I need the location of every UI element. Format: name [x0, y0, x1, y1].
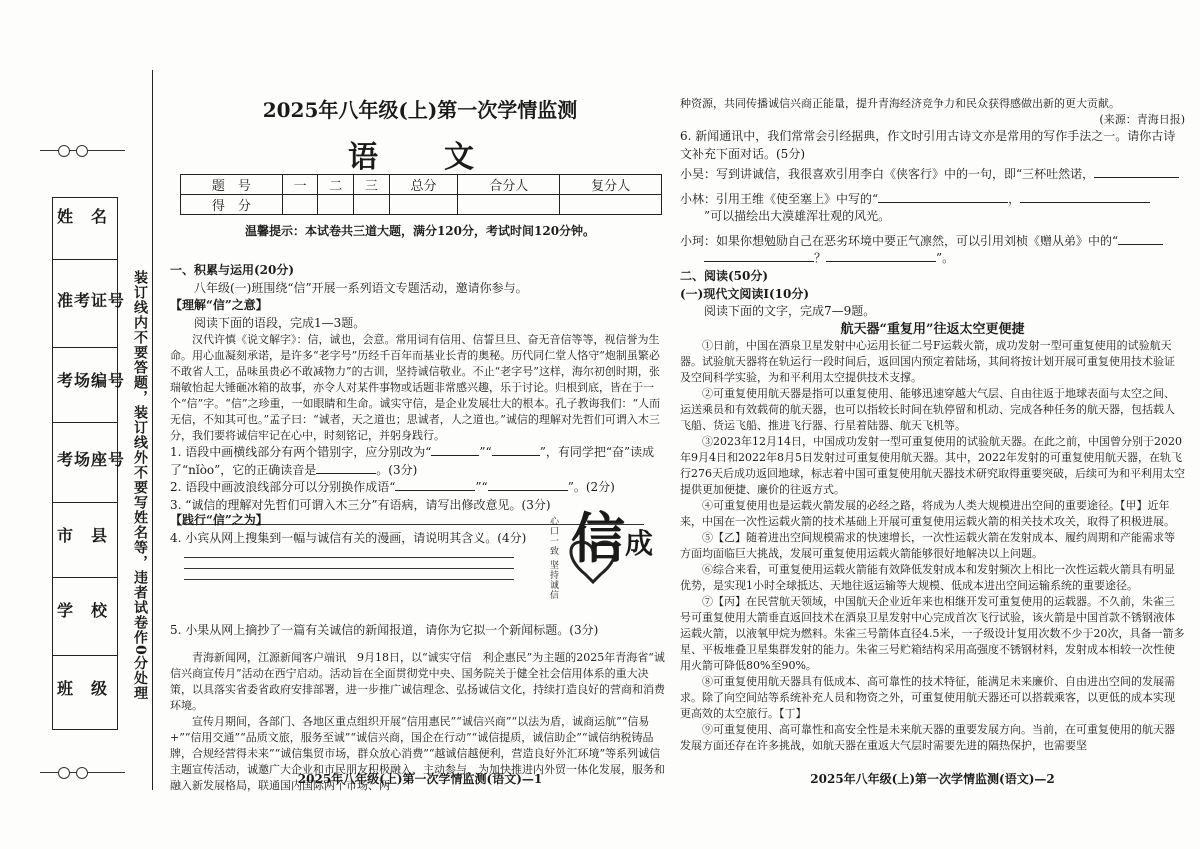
right-page [680, 0, 1185, 849]
article-paragraph: ①日前，中国在酒泉卫星发射中心运用长征二号F运载火箭，成功发射一型可重复使用的试验航天器。试验航天器将在轨运行一段时间后，返回国内预定着陆场，其间将按计划开展可重复使用技术验证及空间科学实验，为和平利用太空提供技术支撑。 [680, 339, 1175, 384]
score-head-cell: 三 [354, 175, 390, 195]
integrity-cartoon [545, 506, 660, 610]
question-5: 5. 小果从网上摘抄了一篇有关诚信的新闻报道，请你为它拟一个新闻标题。(3分) [170, 623, 599, 637]
score-input-cell[interactable] [318, 195, 354, 215]
part-heading: 【践行“信”之为】 [170, 513, 268, 527]
field-ticket-number: 准考证号 [57, 291, 126, 310]
score-input-cell[interactable] [389, 195, 458, 215]
article-paragraph: ③2023年12月14日，中国成功发射一型可重复使用的试验航天器。在此之前，中国曾分别于2020年9月4日和2022年8月5日发射过可重复使用航天器。其中，2022年发射的可重复使用航天器，在轨飞行276天后成功返回地球，标志着中国可重复使用航天器技术研究取得重要突破，后续可为和平利用太空提供更加便捷、廉价的往返方式。 [680, 435, 1185, 496]
field-seat-number: 考场座号 [57, 450, 126, 469]
binding-ring-bottom [40, 772, 125, 773]
question-6-block [680, 128, 1185, 268]
answer-blank[interactable] [826, 261, 936, 262]
score-head-cell: 二 [318, 175, 354, 195]
page-footer-left: 2025年八年级(上)第一次学情监测(语文)—1 [297, 772, 543, 786]
question-2: 2. 语段中画波浪线部分可以分别换作成语“ ”“ ”。(2分) [170, 480, 615, 494]
score-head-cell: 一 [282, 175, 318, 195]
answer-line[interactable] [184, 557, 514, 558]
news-tail: 种资源，共同传播诚信兴商正能量，提升青海经济竞争力和民众获得感做出新的更大贡献。 [680, 97, 1120, 110]
article-paragraph: ⑤【乙】随着进出空间规模需求的快速增长，一次性运载火箭在发射成本、履约周期和产能需求等方面均面临巨大挑战，发展可重复使用运载火箭能够很好地解决以上问题。 [680, 531, 1175, 560]
answer-blank[interactable] [1094, 177, 1179, 178]
section-one [170, 262, 670, 525]
dialogue-xiaolin-cont: ”可以描绘出大漠雄浑壮观的风光。 [704, 209, 891, 223]
news-paragraph-2: 宣传月期间，各部门、各地区重点组织开展“信用惠民”“诚信兴商”“以法为盾，诚商运航”“信易+”“信用交通”“品质文旅，服务至诚”“诚信兴商，国企在行动”“诚信提质，诚信助企”“诚信纳税铸品牌，合规经营得未来”“诚信集贸市场，群众放心消费”“越诚信越便利，营造良好外汇环境”等系列诚信主题宣传活动，诚邀广大企业和市民朋友积极融入、主动参与，为加快推进内外贸一体化发展，服务和融入新发展格局，联通国内国际两个市场、两 [170, 714, 665, 792]
question-1: 1. 语段中画横线部分有两个错别字，应分别改为“ ”“ ”，有同学把“奋”读成了“nǐòo”，它的正确读音是 。(3分) [170, 445, 655, 477]
answer-blank[interactable] [492, 455, 540, 456]
question-4: 4. 小宾从网上搜集到一幅与诚信有关的漫画，请说明其含义。(4分) [170, 530, 527, 545]
score-head-cell: 合分人 [458, 175, 560, 195]
answer-blank[interactable] [431, 455, 479, 456]
score-row-label: 得 分 [181, 195, 283, 215]
answer-blank[interactable] [1118, 244, 1163, 245]
article-paragraph: ⑦【丙】在民营航天领域，中国航天企业近年来也相继开发可重复使用的运载器。不久前，朱雀三号可重复使用大箭垂直返回技术在酒泉卫星发射中心完成首次飞行试验，该火箭是中国首款不锈钢液体运载火箭，以液氧甲烷为燃料。朱雀三号箭体直径4.5米，一子级设计复用次数不少于20次，具备一箭多星、平板堆叠卫星集群发射的能力。朱雀三号贮箱结构采用高强度不锈钢材料，发射成本相较一次性使用火箭可降低80%至90%。 [680, 595, 1185, 672]
news-source: (来源：青海日报) [1099, 113, 1185, 126]
article-paragraph: ②可重复使用航天器是指可以重复使用、能够迅速穿越大气层、自由往返于地球表面与太空之间、运送乘员和有效载荷的航天器，也可以指较长时间在轨停留和机动、完成各种任务的航天器，包括载人飞船、货运飞船、推进飞行器、行星着陆器、航天飞机等。 [680, 387, 1175, 432]
question-3: 3. “诚信的理解对先哲们可谓入木三分”有语病，请写出修改意见。(3分) [170, 497, 551, 512]
section-heading: 二、阅读(50分) [680, 269, 769, 283]
question-6: 6. 新闻通讯中，我们常常会引经据典，作文时引用古诗文亦是常用的写作手法之一。请你古诗文补充下面对话。(5分) [680, 129, 1176, 161]
part-heading: 【理解“信”之意】 [170, 298, 268, 312]
score-head-cell: 复分人 [560, 175, 662, 195]
article-paragraph: ⑧可重复使用航天器具有低成本、高可靠性的技术特征，能满足未来廉价、自由进出空间的发展需求。除了向空间站等系统补充人员和物资之外，可重复使用航天器还可以搭载乘客，以更低的成本实现更高效的太空旅行。【丁】 [680, 675, 1175, 720]
field-class: 班 级 [57, 679, 109, 698]
question-5-block [170, 622, 670, 794]
article-paragraph: ⑨可重复使用、高可靠性和高安全性是未来航天器的重要发展方向。当前，在可重复使用的航天器发展方面还存在许多挑战，如航天器在重返大气层时需要先进的隔热保护，也需要坚 [680, 723, 1175, 752]
reading-passage: 汉代许慎《说文解字》：信，诚也，会意。常用词有信用、信誓旦旦、奋无音信等等，视信誉为生命。用心血凝刻承诺，是许多“老字号”历经千百年而基业长青的奥秘。历代同仁堂人恪守“炮制虽繁必不敢省人工，品味虽贵必不敢减物力”的古训，坚持诚信敬业。不止“老字号”这样，海尔初创时期，张瑞敏怡起大锤砸冰箱的故事，亦令人对某件事物或话题非常感兴趣，乐于讨论。归根到底，皆在于一个“信”字。“信”之珍重，一如眼睛和生命。诚实守信，是企业发展壮大的根本。孔子教诲我们：“人而无信，不知其可也。”孟子曰：“诚者，天之道也；思诚者，人之道也。”诚信的理解对先哲们可谓入木三分，我们要将诚信牢记在心中，时刻铭记，并躬身践行。 [170, 333, 661, 442]
cartoon-character: 信 [571, 506, 625, 570]
answer-blank[interactable] [878, 202, 1008, 203]
answer-blank[interactable] [395, 490, 475, 491]
binding-cut-line [152, 70, 153, 790]
dialogue-xiaohao: 小昊：写到讲诚信，我很喜欢引用李白《侠客行》中的一句，即“三杯吐然诺， [680, 166, 1185, 184]
field-city-county: 市 县 [57, 526, 109, 545]
article-title: 航天器“重复用”往返太空更便捷 [840, 321, 1025, 337]
subject-title: 语 文 [348, 140, 492, 175]
dialogue-xiaoke: 小珂：如果你想勉励自己在恶劣环境中要正气凛然，可以引用刘桢《赠从弟》中的“ [680, 233, 1185, 251]
intro-text: 八年级(一)班围绕“信”开展一系列语文专题活动，邀请你参与。 [194, 280, 528, 295]
score-input-cell[interactable] [458, 195, 560, 215]
answer-blank[interactable] [316, 473, 376, 474]
answer-blank[interactable] [1020, 202, 1150, 203]
score-table-row [181, 195, 662, 215]
section-heading: 一、积累与运用(20分) [170, 263, 295, 277]
news-paragraph-1: 青海新闻网，江源新闻客户端讯 9月18日，以“诚实守信 利企惠民”为主题的2025年青海省“诚信兴商宣传月”活动在西宁启动。活动旨在全面贯彻党中央、国务院关于健全社会信用体系的重大决策，以具落实省委省政府安排部署，进一步推广诚信理念、弘扬诚信文化，持续打造良好的营商和消费环境。 [170, 650, 665, 712]
binding-strip [0, 0, 160, 849]
answer-line[interactable] [184, 579, 514, 580]
score-head-cell: 题 号 [181, 175, 283, 195]
reading-instruction: 阅读下面的文字，完成7—9题。 [704, 304, 876, 318]
subsection-heading: (一)现代文阅读Ⅰ(10分) [680, 286, 810, 301]
exam-tip: 温馨提示：本试卷共三道大题，满分120分，考试时间120分钟。 [244, 224, 596, 238]
field-room-number: 考场编号 [57, 371, 126, 390]
binding-ring-top [40, 150, 125, 151]
dialogue-xiaoke-cont: ？ ”。 [680, 250, 1185, 268]
score-head-cell: 总分 [389, 175, 458, 195]
answer-blank[interactable] [704, 261, 814, 262]
answer-blank[interactable] [488, 490, 568, 491]
news-continuation [680, 96, 1185, 128]
score-input-cell[interactable] [354, 195, 390, 215]
field-school: 学 校 [57, 601, 109, 620]
reading-section [680, 268, 1185, 754]
article-paragraph: ④可重复使用也是运载火箭发展的必经之路，将成为人类大规模进出空间的重要途径。【甲】近年来，中国在一次性运载火箭的技术基础上开展可重复使用运载火箭的相关技术攻关，取得了积极进展。 [680, 499, 1175, 528]
answer-line[interactable] [184, 568, 514, 569]
field-name: 姓 名 [57, 207, 109, 226]
score-table-header [181, 175, 662, 195]
article-paragraph: ⑥综合来看，可重复使用运载火箭能有效降低发射成本和发射频次上相比一次性运载火箭具有明显优势，是实现1小时全球抵达、天地往返运输等大规模、低成本进出空间运输系统的重要途径。 [680, 563, 1175, 592]
cartoon-side-character: 成 [625, 527, 654, 560]
dialogue-xiaolin: 小林：引用王维《使至塞上》中写的“ ， [680, 191, 1185, 209]
binding-line-notice: 装订线内不要答题，装订线外不要写姓名等，违者试卷作0分处理 [132, 270, 148, 701]
exam-title: 2025年八年级(上)第一次学情监测 [262, 98, 578, 122]
score-input-cell[interactable] [560, 195, 662, 215]
cartoon-caption: 心口一致 坚持诚信 [548, 516, 558, 600]
student-info-box [52, 197, 126, 730]
left-page [170, 0, 670, 849]
page-footer-right: 2025年八年级(上)第一次学情监测(语文)—2 [810, 772, 1055, 786]
score-input-cell[interactable] [282, 195, 318, 215]
score-table [180, 174, 662, 215]
part-instruction: 阅读下面的语段，完成1—3题。 [194, 315, 366, 330]
